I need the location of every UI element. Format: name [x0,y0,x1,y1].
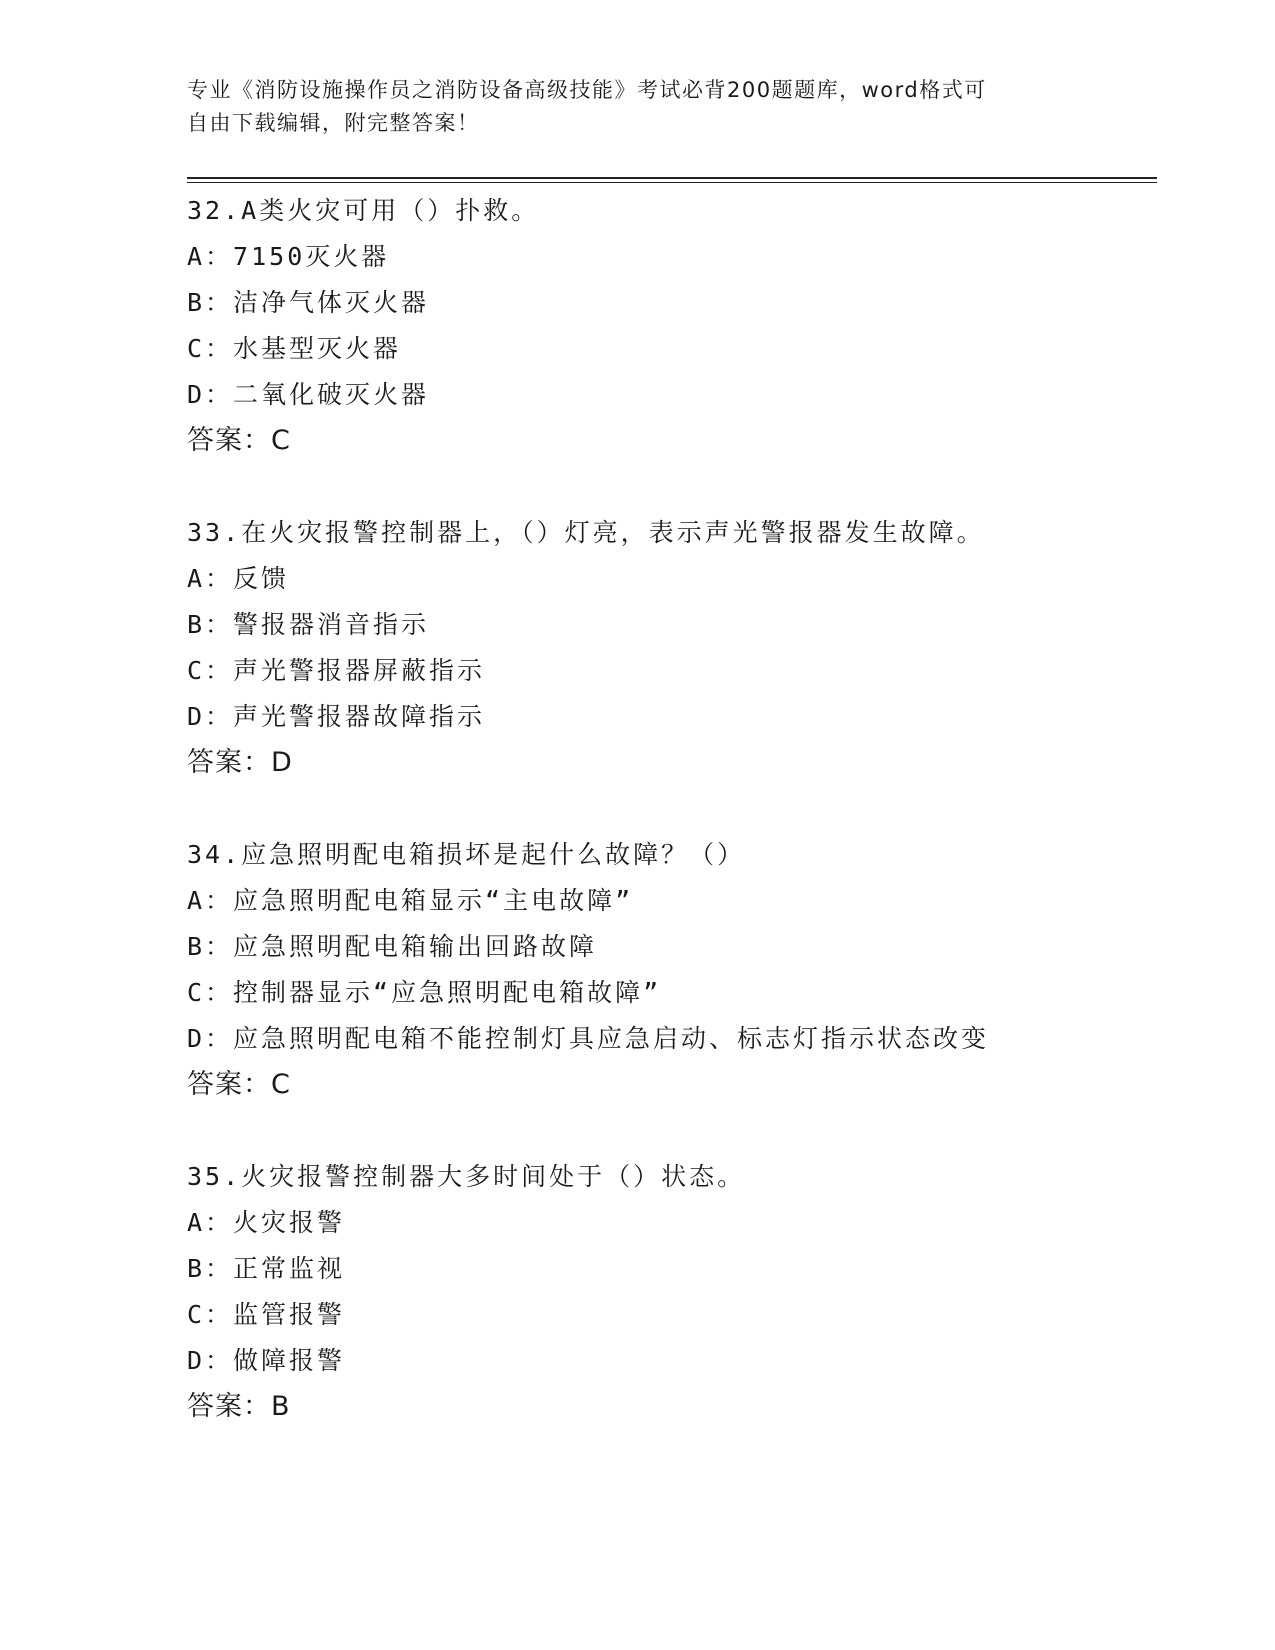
option-d: D：声光警报器故障指示 [187,702,486,731]
option-d: D：二氧化破灭火器 [187,380,430,409]
question-33 [187,510,1157,786]
header-line-2: 自由下载编辑，附完整答案！ [187,111,480,135]
option-c: C：声光警报器屏蔽指示 [187,656,486,685]
answer: 答案：B [187,1391,291,1422]
option-d: D：做障报警 [187,1346,346,1375]
question-stem: 34.应急照明配电箱损坏是起什么故障？（） [187,840,746,869]
option-a: A：火灾报警 [187,1208,346,1237]
option-a: A：反馈 [187,564,290,593]
question-stem: 35.火灾报警控制器大多时间处于（）状态。 [187,1162,746,1191]
document-page [187,0,1157,1650]
option-d: D：应急照明配电箱不能控制灯具应急启动、标志灯指示状态改变 [187,1024,990,1053]
option-b: B：警报器消音指示 [187,610,430,639]
option-a: A：应急照明配电箱显示“主电故障” [187,886,634,915]
answer: 答案：C [187,425,291,456]
option-c: C：监管报警 [187,1300,346,1329]
answer: 答案：C [187,1069,291,1100]
question-stem: 32.A类火灾可用（）扑救。 [187,196,540,225]
option-b: B：正常监视 [187,1254,346,1283]
question-stem: 33.在火灾报警控制器上，（）灯亮，表示声光警报器发生故障。 [187,518,985,547]
document-header [187,74,1087,140]
option-b: B：应急照明配电箱输出回路故障 [187,932,598,961]
option-c: C：控制器显示“应急照明配电箱故障” [187,978,662,1007]
answer: 答案：D [187,747,293,778]
question-35 [187,1154,1157,1430]
option-a: A：7150灭火器 [187,242,390,271]
question-34 [187,832,1157,1108]
header-divider [187,177,1157,183]
header-line-1: 专业《消防设施操作员之消防设备高级技能》考试必背200题题库，word格式可 [187,78,987,102]
option-c: C：水基型灭火器 [187,334,402,363]
question-32 [187,188,1157,464]
option-b: B：洁净气体灭火器 [187,288,430,317]
question-list [187,188,1157,1476]
